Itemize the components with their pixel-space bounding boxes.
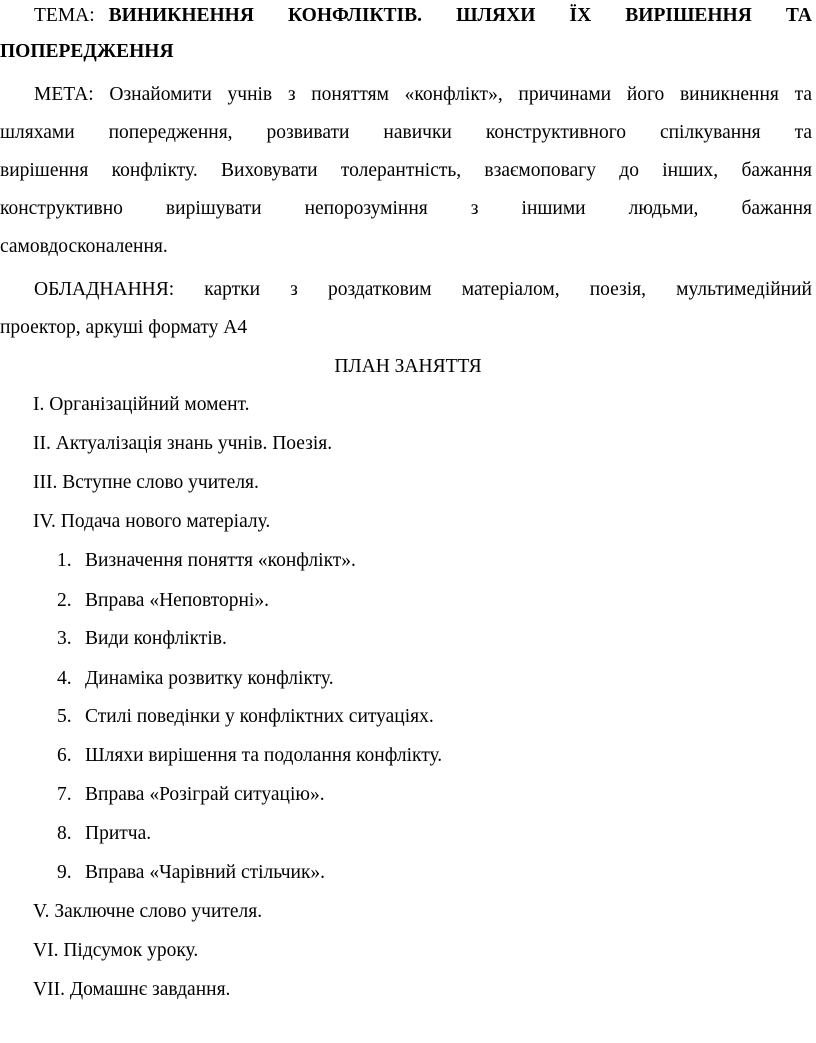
goal-line-3: вирішення конфлікту. Виховувати толерантність, взаємоповагу до інших, бажання <box>0 160 812 181</box>
goal-line-2: шляхами попередження, розвивати навички конструктивного спілкування та <box>0 122 812 143</box>
plan-subitem-number: 2. <box>57 590 72 611</box>
plan-subitem <box>57 822 816 846</box>
topic-title-line-1: ВИНИКНЕННЯ КОНФЛІКТІВ. ШЛЯХИ ЇХ ВИРІШЕННЯ ТА <box>108 5 812 26</box>
topic-line-1 <box>34 4 812 28</box>
plan-subitem <box>57 667 816 691</box>
plan-subitem-text: Притча. <box>85 823 152 844</box>
plan-subitem-text: Вправа «Неповторні». <box>85 590 269 611</box>
plan-subitem-text: Динаміка розвитку конфлікту. <box>85 668 334 689</box>
plan-subitem-number: 8. <box>57 823 72 844</box>
plan-subitem <box>57 549 816 573</box>
plan-subitem <box>57 627 816 651</box>
equipment-line-1: ОБЛАДНАННЯ: картки з роздатковим матеріалом, поезія, мультимедійний <box>34 279 812 300</box>
plan-subitem-number: 1. <box>57 550 72 571</box>
plan-subitem-text: Шляхи вирішення та подолання конфлікту. <box>85 745 443 766</box>
plan-section-2: II. Актуалізація знань учнів. Поезія. <box>33 433 333 454</box>
goal-line-5: самовдосконалення. <box>0 236 168 257</box>
goal-line-4: конструктивно вирішувати непорозуміння з іншими людьми, бажання <box>0 198 812 219</box>
plan-subitem <box>57 705 816 729</box>
plan-subitem-text: Стилі поведінки у конфліктних ситуаціях. <box>85 706 434 727</box>
plan-subitem <box>57 861 816 885</box>
topic-label: ТЕМА: <box>34 5 95 26</box>
plan-section-7: VII. Домашнє завдання. <box>33 979 231 1000</box>
plan-section-1: I. Організаційний момент. <box>33 394 250 415</box>
plan-subitem-number: 4. <box>57 668 72 689</box>
equipment-line-2: проектор, аркуші формату А4 <box>0 317 248 338</box>
plan-section-5: V. Заключне слово учителя. <box>33 901 263 922</box>
plan-heading: ПЛАН ЗАНЯТТЯ <box>334 356 482 377</box>
topic-title-line-2: ПОПЕРЕДЖЕННЯ <box>0 41 174 62</box>
plan-subitem-number: 7. <box>57 784 72 805</box>
plan-subitem <box>57 744 816 768</box>
plan-subitem-number: 5. <box>57 706 72 727</box>
plan-subitem <box>57 589 816 613</box>
plan-subitem-text: Вправа «Чарівний стільчик». <box>85 862 326 883</box>
plan-subitem <box>57 783 816 807</box>
plan-section-4: IV. Подача нового матеріалу. <box>33 511 271 532</box>
plan-subitem-number: 6. <box>57 745 72 766</box>
plan-section-6: VI. Підсумок уроку. <box>33 940 199 961</box>
plan-section-3: III. Вступне слово учителя. <box>33 472 259 493</box>
plan-subitem-number: 9. <box>57 862 72 883</box>
goal-line-1: МЕТА: Ознайомити учнів з поняттям «конфлікт», причинами його виникнення та <box>34 84 812 105</box>
plan-subitem-text: Види конфліктів. <box>85 628 227 649</box>
plan-subitem-number: 3. <box>57 628 72 649</box>
plan-subitem-text: Визначення поняття «конфлікт». <box>85 550 356 571</box>
plan-subitem-text: Вправа «Розіграй ситуацію». <box>85 784 325 805</box>
